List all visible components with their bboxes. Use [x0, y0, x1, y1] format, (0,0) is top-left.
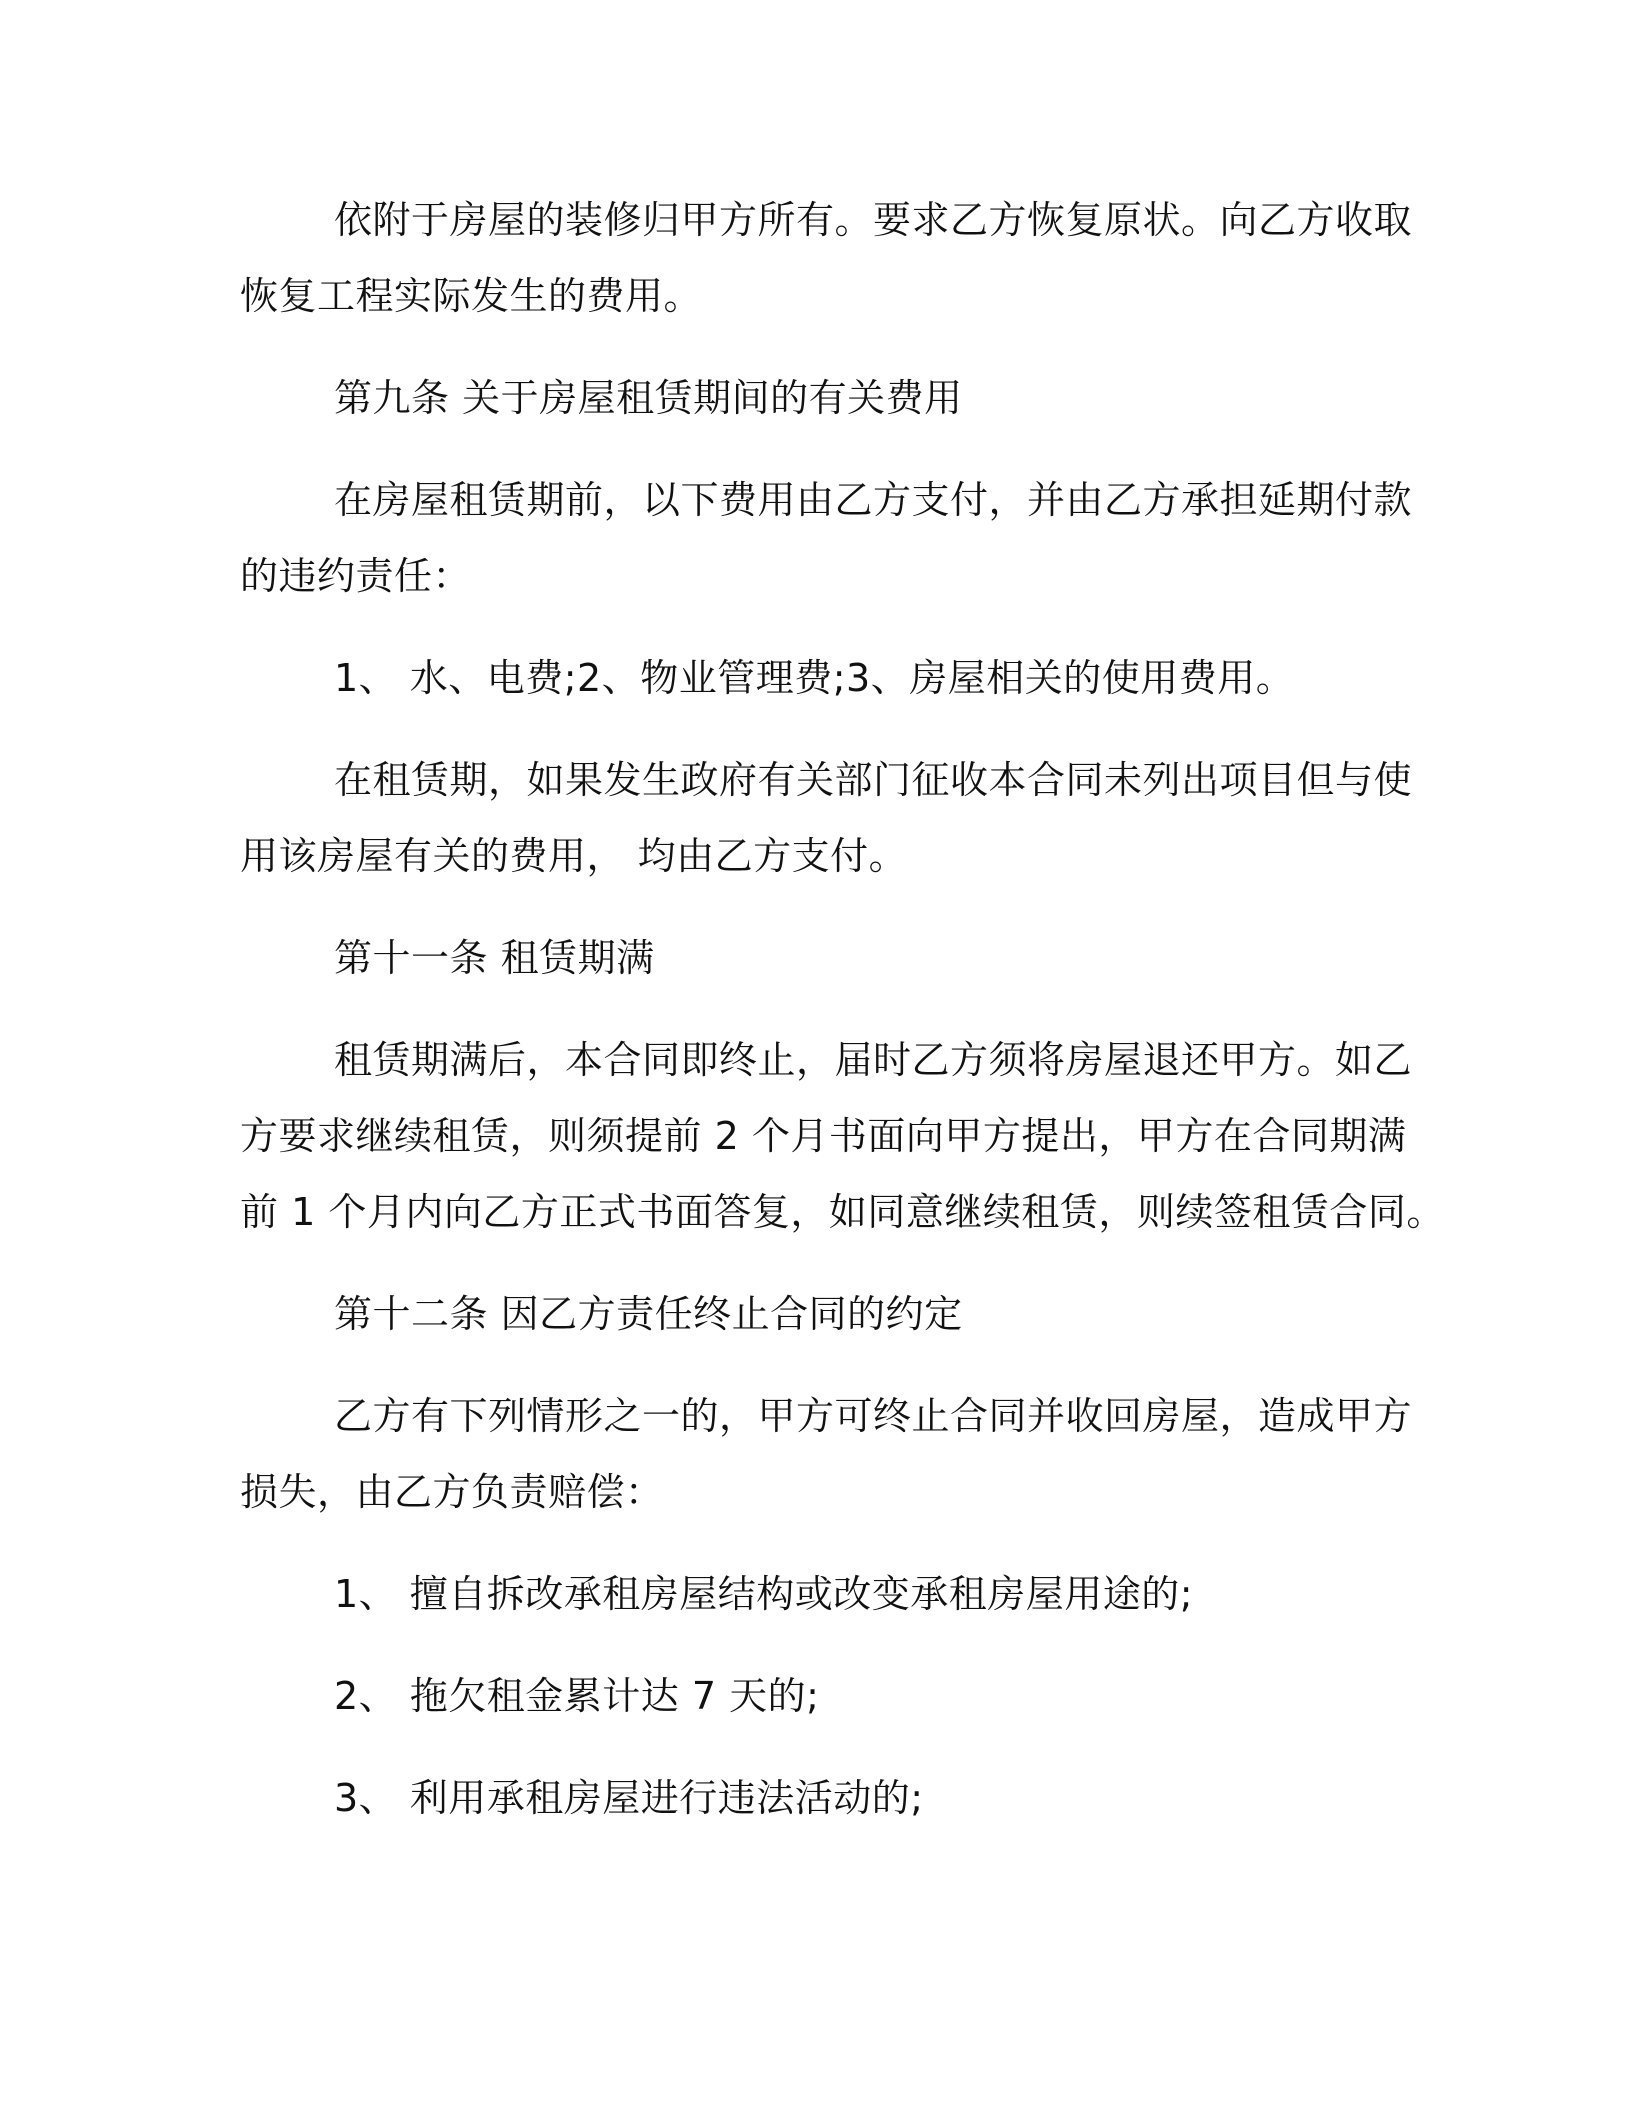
text-line-14: 乙方有下列情形之一的，甲方可终止合同并收回房屋，造成甲方: [334, 1394, 1413, 1438]
article-12-heading: 第十二条 因乙方责任终止合同的约定: [334, 1292, 963, 1336]
list-item-1: 1、 擅自拆改承租房屋结构或改变承租房屋用途的;: [334, 1572, 1194, 1616]
text-line-8: 用该房屋有关的费用， 均由乙方支付。: [240, 834, 908, 878]
text-line-5: 的违约责任：: [240, 554, 472, 598]
text-line-1: 依附于房屋的装修归甲方所有。要求乙方恢复原状。向乙方收取: [334, 198, 1413, 242]
article-9-heading: 第九条 关于房屋租赁期间的有关费用: [334, 376, 963, 420]
text-line-15: 损失，由乙方负责赔偿：: [240, 1470, 664, 1514]
fee-list-line: 1、 水、电费;2、物业管理费;3、房屋相关的使用费用。: [334, 656, 1295, 700]
list-item-3: 3、 利用承租房屋进行违法活动的;: [334, 1776, 924, 1820]
text-line-7: 在租赁期，如果发生政府有关部门征收本合同未列出项目但与使: [334, 758, 1413, 802]
article-11-heading: 第十一条 租赁期满: [334, 936, 655, 980]
text-line-2: 恢复工程实际发生的费用。: [240, 274, 703, 318]
text-line-4: 在房屋租赁期前，以下费用由乙方支付，并由乙方承担延期付款: [334, 478, 1413, 522]
list-item-2: 2、 拖欠租金累计达 7 天的;: [334, 1674, 820, 1718]
text-line-10: 租赁期满后，本合同即终止，届时乙方须将房屋退还甲方。如乙: [334, 1038, 1413, 1082]
text-line-11: 方要求继续租赁，则须提前 2 个月书面向甲方提出，甲方在合同期满: [240, 1114, 1407, 1158]
text-line-12: 前 1 个月内向乙方正式书面答复，如同意继续租赁，则续签租赁合同。: [240, 1190, 1445, 1234]
